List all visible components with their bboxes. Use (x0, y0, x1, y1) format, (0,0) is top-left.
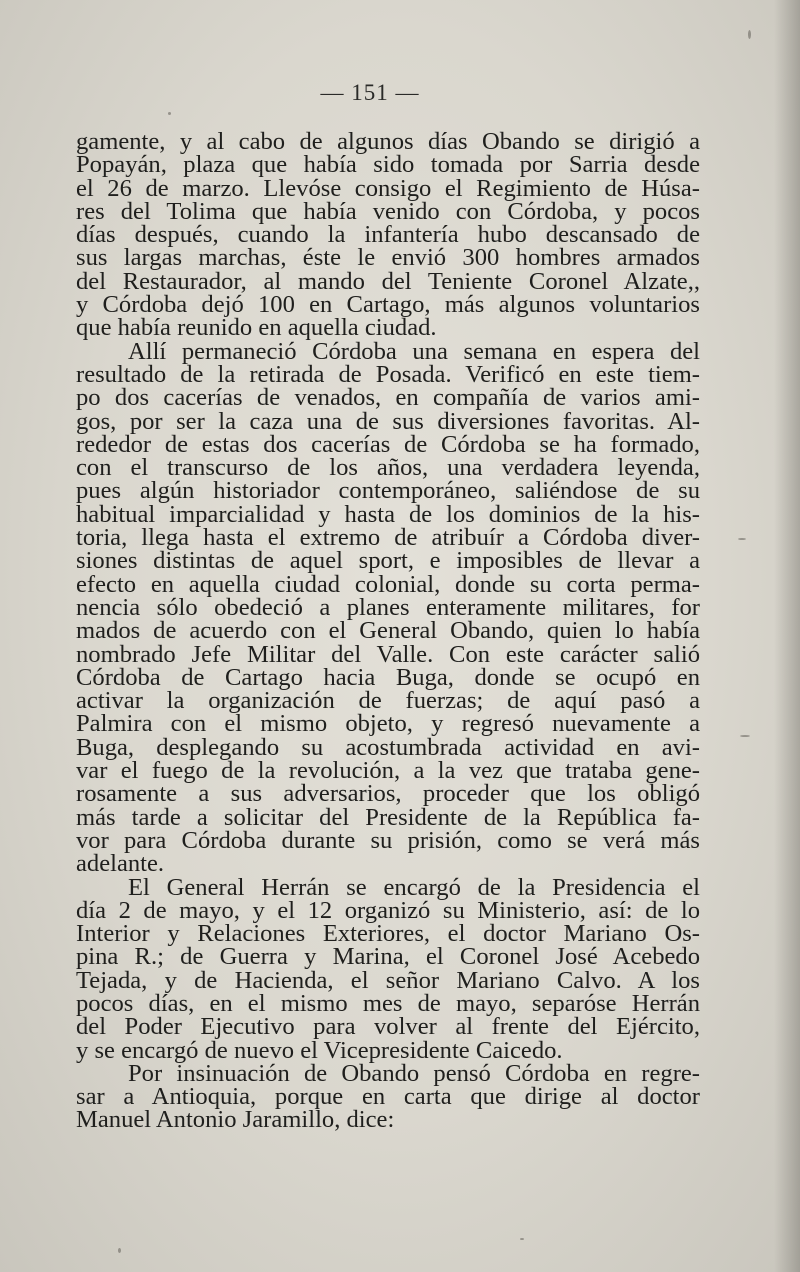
text-line: que había reunido en aquella ciudad. (76, 314, 437, 342)
text-line: y se encargó de nuevo el Vicepresidente Caicedo. (76, 1036, 563, 1064)
text-line: nencia sólo obedeció a planes enteramente militares, for (76, 593, 700, 621)
text-line: gamente, y al cabo de algunos días Obando se dirigió a (76, 128, 700, 155)
text-line: rosamente a sus adversarios, proceder que los obligó (76, 780, 700, 808)
paper-speck (740, 735, 750, 737)
text-line: Buga, desplegando su acostumbrada actividad en avi- (76, 733, 700, 761)
text-line: adelante. (76, 850, 165, 878)
text-line: resultado de la retirada de Posada. Verificó en este tiem- (76, 360, 700, 388)
text-line: toria, llega hasta el extremo de atribuír a Córdoba diver- (76, 524, 700, 552)
text-line: días después, cuando la infantería hubo descansado de (76, 221, 700, 249)
text-line: Allí permaneció Córdoba una semana en espera del (128, 337, 700, 365)
text-line: vor para Córdoba durante su prisión, como se verá más (76, 826, 700, 854)
text-line: efecto en aquella ciudad colonial, donde su corta perma- (76, 570, 700, 598)
text-line: del Restaurador, al mando del Teniente Coronel Alzate,, (76, 267, 700, 295)
text-line: gos, por ser la caza una de sus diversiones favoritas. Al- (76, 407, 700, 435)
text-line: Córdoba de Cartago hacia Buga, donde se ocupó en (76, 663, 700, 691)
text-line: el 26 de marzo. Llevóse consigo el Regimiento de Húsa- (76, 174, 700, 202)
text-line: Popayán, plaza que había sido tomada por Sarria desde (76, 151, 700, 179)
page-number: — 151 — (320, 80, 420, 105)
text-line: res del Tolima que había venido con Córdoba, y pocos (76, 197, 700, 225)
text-line: más tarde a solicitar del Presidente de la República fa- (76, 803, 700, 831)
text-line: Por insinuación de Obando pensó Córdoba en regre- (128, 1059, 700, 1087)
body-text (76, 130, 700, 1132)
text-line: habitual imparcialidad y hasta de los dominios de la his- (76, 500, 700, 528)
text-line: sar a Antioquia, porque en carta que dirige al doctor (76, 1083, 700, 1111)
text-line: y Córdoba dejó 100 en Cartago, más algunos voluntarios (76, 291, 700, 319)
text-line: activar la organización de fuerzas; de aquí pasó a (76, 687, 700, 715)
text-line: Palmira con el mismo objeto, y regresó nuevamente a (76, 710, 700, 738)
paper-speck (738, 538, 746, 540)
text-line: siones distintas de aquel sport, e imposibles de llevar a (76, 547, 700, 575)
text-line: con el transcurso de los años, una verdadera leyenda, (76, 454, 700, 482)
text-line: nombrado Jefe Militar del Valle. Con este carácter salió (76, 640, 700, 668)
text-line: rededor de estas dos cacerías de Córdoba se ha formado, (76, 430, 700, 458)
paper-speck (118, 1248, 121, 1253)
text-line: sus largas marchas, éste le envió 300 hombres armados (76, 244, 700, 272)
text-line: pina R.; de Guerra y Marina, el Coronel José Acebedo (76, 943, 700, 971)
text-line: po dos cacerías de venados, en compañía de varios ami- (76, 384, 700, 412)
paper-speck (520, 1238, 524, 1240)
text-line: var el fuego de la revolución, a la vez que trataba gene- (76, 757, 700, 785)
text-line: día 2 de mayo, y el 12 organizó su Ministerio, así: de lo (76, 896, 700, 924)
paper-speck (748, 30, 751, 39)
text-line: pues algún historiador contemporáneo, saliéndose de su (76, 477, 700, 505)
text-line: El General Herrán se encargó de la Presidencia el (128, 873, 700, 901)
page-edge-shadow (774, 0, 800, 1272)
text-line: del Poder Ejecutivo para volver al frente del Ejército, (76, 1013, 700, 1041)
text-line: mados de acuerdo con el General Obando, quien lo había (76, 617, 700, 645)
text-line: pocos días, en el mismo mes de mayo, separóse Herrán (76, 989, 700, 1017)
text-line: Interior y Relaciones Exteriores, el doctor Mariano Os- (76, 920, 700, 948)
text-line: Manuel Antonio Jaramillo, dice: (76, 1106, 395, 1134)
text-line: Tejada, y de Hacienda, el señor Mariano Calvo. A los (76, 966, 700, 994)
paper-speck (168, 112, 171, 115)
